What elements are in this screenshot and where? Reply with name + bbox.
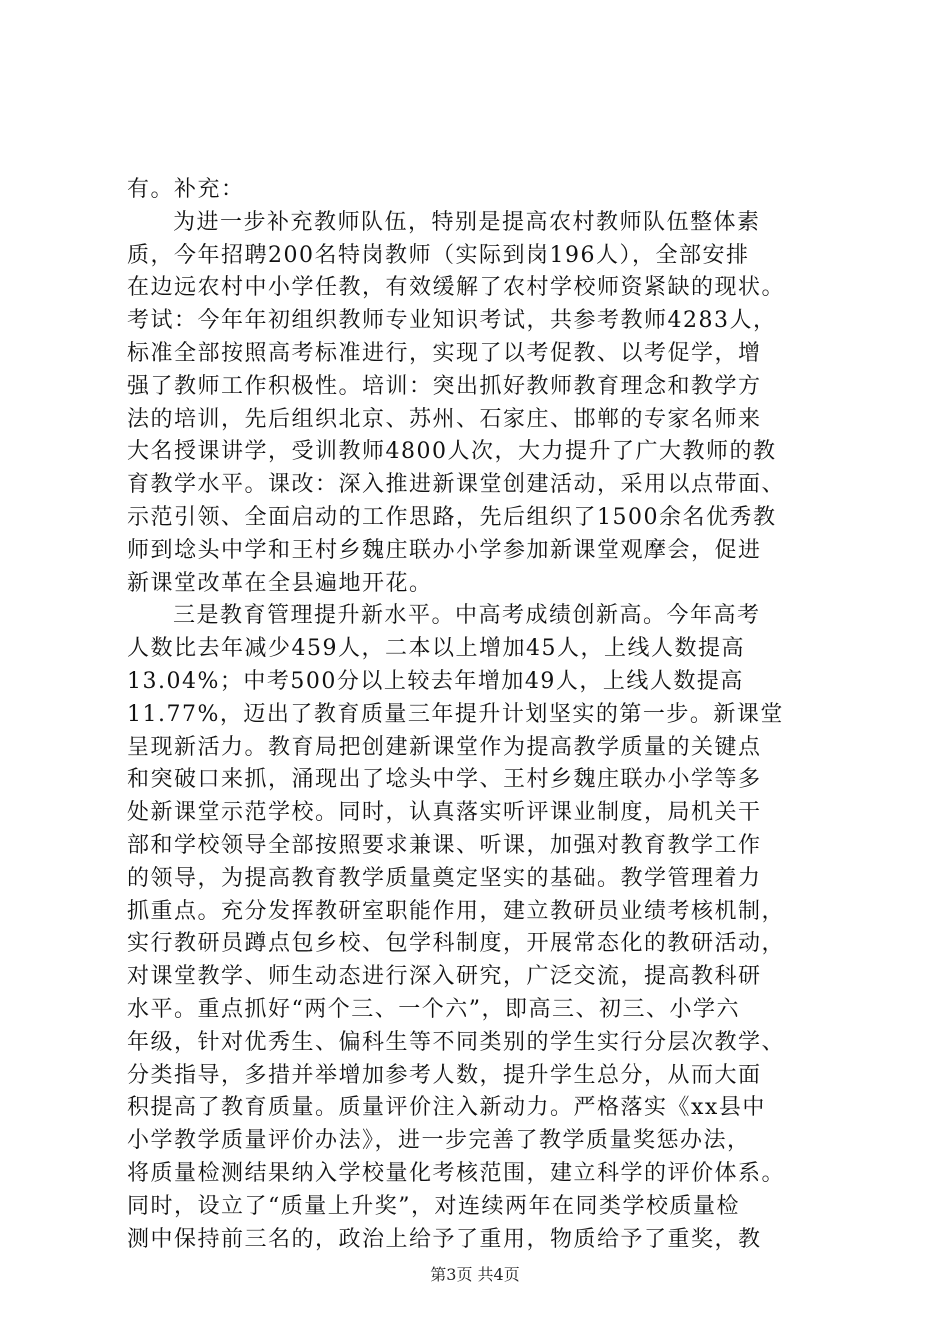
text-line: 处新课堂示范学校。同时，认真落实听评课业制度，局机关干: [127, 800, 762, 826]
text-line: 水平。重点抓好“两个三、一个六”，即高三、初三、小学六: [127, 996, 740, 1022]
text-line: 积提高了教育质量。质量评价注入新动力。严格落实《xx县中: [127, 1095, 766, 1121]
text-line: 13.04%；中考500分以上较去年增加49人，上线人数提高: [127, 668, 744, 694]
text-line: 人数比去年减少459人，二本以上增加45人，上线人数提高: [127, 636, 745, 662]
text-line: 示范引领、全面启动的工作思路，先后组织了1500余名优秀教: [127, 504, 777, 530]
text-line: 和突破口来抓，涌现出了埝头中学、王村乡魏庄联办小学等多: [127, 767, 762, 793]
text-line: 标准全部按照高考标准进行，实现了以考促教、以考促学，增: [127, 340, 762, 366]
text-line: 分类指导，多措并举增加参考人数，提升学生总分，从而大面: [127, 1062, 762, 1088]
text-line: 对课堂教学、师生动态进行深入研究，广泛交流，提高教科研: [127, 964, 762, 990]
text-line: 实行教研员蹲点包乡校、包学科制度，开展常态化的教研活动，: [127, 931, 786, 957]
text-line: 测中保持前三名的，政治上给予了重用，物质给予了重奖，教: [127, 1226, 762, 1252]
text-line: 的领导，为提高教育教学质量奠定坚实的基础。教学管理着力: [127, 865, 762, 891]
text-line: 质，今年招聘200名特岗教师（实际到岗196人），全部安排: [127, 242, 750, 268]
text-line: 师到埝头中学和王村乡魏庄联办小学参加新课堂观摩会，促进: [127, 537, 762, 563]
text-line: 有。补充：: [127, 177, 245, 202]
text-line: 三是教育管理提升新水平。中高考成绩创新高。今年高考: [173, 603, 761, 629]
text-line: 考试：今年年初组织教师专业知识考试，共参考教师4283人，: [127, 308, 777, 334]
text-line: 年级，针对优秀生、偏科生等不同类别的学生实行分层次教学、: [127, 1029, 786, 1055]
text-line: 将质量检测结果纳入学校量化考核范围，建立科学的评价体系。: [127, 1160, 786, 1186]
text-line: 新课堂改革在全县遍地开花。: [127, 570, 433, 596]
text-line: 抓重点。充分发挥教研室职能作用，建立教研员业绩考核机制，: [127, 898, 786, 924]
text-line: 同时，设立了“质量上升奖”，对连续两年在同类学校质量检: [127, 1193, 740, 1219]
text-line: 呈现新活力。教育局把创建新课堂作为提高教学质量的关键点: [127, 734, 762, 760]
text-line: 强了教师工作积极性。培训：突出抓好教师教育理念和教学方: [127, 373, 762, 399]
text-line: 部和学校领导全部按照要求兼课、听课，加强对教育教学工作: [127, 832, 762, 858]
body-text: [127, 174, 827, 1256]
text-line: 法的培训，先后组织北京、苏州、石家庄、邯郸的专家名师来: [127, 406, 762, 432]
text-line: 为进一步补充教师队伍，特别是提高农村教师队伍整体素: [173, 209, 761, 235]
text-line: 小学教学质量评价办法》，进一步完善了教学质量奖惩办法，: [127, 1128, 751, 1154]
text-line: 在边远农村中小学任教，有效缓解了农村学校师资紧缺的现状。: [127, 275, 786, 301]
text-line: 育教学水平。课改：深入推进新课堂创建活动，采用以点带面、: [127, 472, 786, 498]
text-line: 大名授课讲学，受训教师4800人次，大力提升了广大教师的教: [127, 439, 777, 465]
page-number-footer: 第3页 共4页: [430, 1265, 520, 1284]
text-line: 11.77%，迈出了教育质量三年提升计划坚实的第一步。新课堂: [127, 701, 784, 727]
